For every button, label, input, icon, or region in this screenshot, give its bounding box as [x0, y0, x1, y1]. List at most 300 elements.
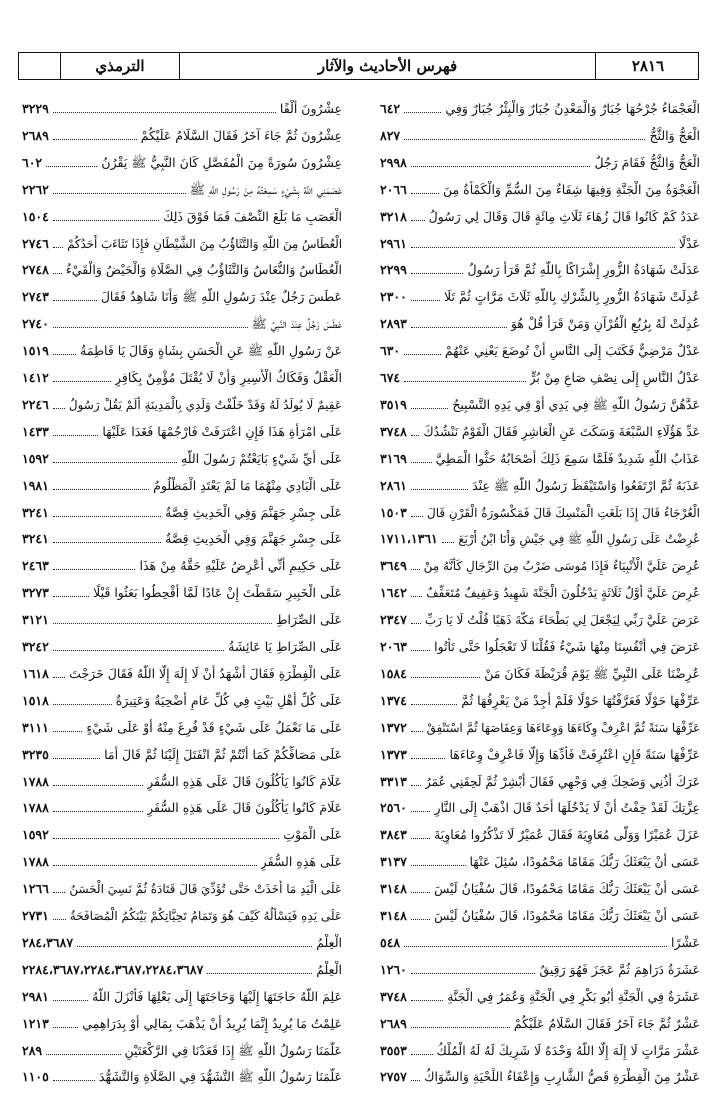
entry-reference: ٣١٣٧ — [380, 854, 407, 870]
entry-reference: ٣٧٤٨ — [380, 423, 407, 439]
entry-text: الْعَجْمَاءُ جُرْحُهَا جُبَارٌ وَالْمَعْدِنُ جُبَارٌ وَالْبِئْرُ جُبَارٌ وَفِي — [445, 101, 700, 116]
dot-leader — [411, 1080, 420, 1081]
dot-leader — [53, 462, 177, 463]
index-entry — [380, 630, 700, 656]
entry-text: عَلَى حَكِيمٍ أَنِّي أَعْرِضُ عَلَيْهِ حَقَّهُ مِنْ هَذَا — [139, 558, 342, 574]
index-entry — [22, 684, 342, 710]
entry-reference: ٢٧٥٧ — [380, 1069, 407, 1085]
entry-reference: ١٧٨٨ — [22, 854, 49, 870]
page-header — [18, 52, 699, 80]
entry-reference: ١٥١٨ — [22, 692, 49, 708]
dot-leader — [77, 946, 312, 947]
dot-leader — [53, 892, 65, 893]
entry-text: عَشْرٌ مِنَ الْفِطْرَةِ قَصُّ الشَّارِبِ وَإِعْفَاءُ اللِّحْيَةِ وَالسِّوَاكُ — [424, 1069, 700, 1085]
dot-leader — [411, 435, 420, 436]
entry-text: عَشَرَةٌ فِي الْجَنَّةِ أَبُو بَكْرٍ فِي الْجَنَّةِ وَعُمَرُ فِي الْجَنَّةِ — [447, 988, 700, 1004]
entry-reference: ١٧٨٨ — [22, 773, 49, 789]
dot-leader — [53, 354, 76, 355]
entry-reference: ٣١٤٨ — [380, 881, 407, 897]
dot-leader — [53, 704, 112, 705]
index-entry — [380, 173, 700, 199]
index-entry — [22, 711, 342, 737]
index-entry — [22, 630, 342, 656]
index-entry — [22, 1007, 342, 1033]
dot-leader — [411, 758, 446, 759]
dot-leader — [411, 327, 507, 328]
dot-leader — [53, 677, 65, 678]
index-entry — [22, 334, 342, 360]
index-entry — [380, 576, 700, 602]
entry-text: عَسَى أَنْ يَبْعَثَكَ رَبُّكَ مَقَامًا مَحْمُودًا، قَالَ سُفْيَانُ لَيْسَ — [434, 881, 700, 897]
index-entry — [380, 1060, 700, 1086]
entry-reference: ١٥٨٤ — [380, 665, 407, 681]
entry-reference: ٢٧٤٣ — [22, 289, 49, 305]
index-entry — [22, 603, 342, 629]
dot-leader — [53, 435, 98, 436]
entry-reference: ٢٣٠٠ — [380, 289, 407, 305]
index-entry — [22, 765, 342, 791]
entry-reference: ٢٩٩٨ — [380, 154, 407, 170]
entry-reference: ١١٠٥ — [22, 1069, 49, 1085]
entry-text: عَدْلٌ مَرْضِيٌّ فَكَتَبَ إِلَى النَّاسِ أَنْ تُوضَعَ يَعْنِي عَنْهُمْ — [444, 343, 700, 359]
dot-leader — [411, 273, 464, 274]
entry-reference: ٣٥١٩ — [380, 396, 407, 412]
index-entry — [22, 1060, 342, 1086]
entry-text: عَلَى الْبَادِي مِنْهُمَا مَا لَمْ يَعْتَدِ الْمَظْلُومُ — [153, 477, 342, 493]
entry-text: عَشَرَةُ دَرَاهِمَ ثُمَّ عَجَزَ فَهُوَ رَقِيقٌ — [539, 961, 700, 977]
entry-reference: ١٦٤٢ — [380, 585, 407, 601]
entry-text: عَلَى الْمَوْتِ — [283, 827, 342, 843]
dot-leader — [53, 596, 89, 597]
entry-reference: ٢٧٤٠ — [22, 316, 49, 332]
index-entry — [22, 899, 342, 925]
index-entry — [22, 549, 342, 575]
entry-text: الْعِلْمُ — [316, 934, 342, 950]
entry-text: عَصَمَنِي اللَّهُ بِشَيْءٍ سَمِعْتُهُ مِنْ رَسُولِ اللَّهِ ﷺ — [189, 181, 342, 197]
entry-reference: ١٤١٢ — [22, 370, 49, 385]
index-entry — [380, 388, 700, 414]
entry-text: الْعَصَبِ مَا بَلَغَ النِّصْفَ فَمَا فَوْقَ ذَلِكَ — [163, 208, 342, 224]
entry-text: الْعَقْلُ وَفَكَاكُ الْأَسِيرِ وَأَنْ لَا يُقْتَلَ مُؤْمِنٌ بِكَافِرٍ — [115, 370, 342, 385]
entry-reference: ١٣٧٤ — [380, 692, 407, 708]
entry-reference: ٢٨٩٣ — [380, 316, 407, 332]
index-entry — [22, 980, 342, 1006]
index-entry — [380, 146, 700, 172]
index-entry — [380, 684, 700, 710]
entry-text: عَلَى امْرَأَةِ هَذَا فَإِنِ اعْتَرَفَتْ فَارْجُمْهَا فَغَدَا عَلَيْهَا — [102, 423, 342, 439]
entry-text: عَلِمَ اللَّهُ حَاجَتَهَا إِلَيْهَا وَحَاجَتَهَا إِلَى بَعْلِهَا فَأَنْزَلَ اللَّهُ — [92, 988, 342, 1004]
entry-reference: ٦٧٤ — [380, 370, 401, 385]
dot-leader — [53, 731, 83, 732]
dot-leader — [53, 139, 137, 140]
dot-leader — [411, 1054, 433, 1055]
index-entry — [380, 522, 700, 548]
entry-text: الْعَجُّ وَالثَّجُّ فَقَامَ رَجُلٌ — [594, 154, 700, 170]
index-entry — [22, 415, 342, 441]
index-entry — [22, 845, 342, 871]
entry-text: عِشْرُونَ أَلْفًا — [279, 101, 342, 116]
entry-reference: ٢٧٣١ — [22, 908, 49, 923]
entry-text: عَلَى كُلِّ أَهْلِ بَيْتٍ فِي كُلِّ عَامٍ أُضْحِيَةٌ وَعَتِيرَةٌ — [115, 692, 342, 708]
dot-leader — [53, 1080, 95, 1081]
entry-text: عَلَى مَا نَعْمَلُ عَلَى شَيْءٍ قَدْ فُرِغَ مِنْهُ أَوْ عَلَى شَيْءٍ — [86, 719, 342, 735]
entry-reference: ١٦١٨ — [22, 665, 49, 681]
dot-leader — [411, 811, 431, 812]
dot-leader — [53, 516, 161, 517]
index-entry — [380, 469, 700, 495]
dot-leader — [404, 112, 441, 113]
entry-reference: ٢٨٩ — [22, 1042, 43, 1058]
entry-text: عُرِضَ عَلَيَّ أَوَّلُ ثَلَاثَةٍ يَدْخُلُونَ الْجَنَّةَ شَهِيدٌ وَعَفِيفٌ مُتَعَفِّفٌ — [426, 586, 700, 601]
entry-text: عَلَّمَنَا رَسُولُ اللَّهِ ﷺ التَّشَهُّدَ فِي الصَّلَاةِ وَالتَّشَهُّدَ — [98, 1069, 342, 1085]
index-entry — [22, 926, 342, 952]
entry-text: عَدَلَتْ شَهَادَةُ الزُّورِ إِشْرَاكًا بِاللَّهِ ثُمَّ قَرَأَ رَسُولُ — [467, 262, 700, 278]
entry-reference: ٢٣٤٧ — [380, 612, 407, 628]
entry-text: عَرَضَ فِي أَنْفُسِنَا مِنْهَا شَيْءٌ فَقُلْنَا لَا تَعْجَلُوا حَتَّى تَأْتُوا — [434, 639, 700, 654]
entry-reference: ١٢٦٠ — [380, 961, 407, 977]
dot-leader — [53, 327, 248, 328]
dot-leader — [411, 247, 675, 248]
dot-leader — [53, 785, 143, 786]
entry-reference: ٢٦٨٩ — [22, 127, 49, 143]
entry-reference: ٦٠٢ — [22, 154, 43, 170]
dot-leader — [53, 1027, 78, 1028]
index-entry — [380, 738, 700, 764]
entry-text: عَلَى الْيَدِ مَا أَخَذَتْ حَتَّى تُؤَدِّيَ قَالَ قَتَادَةُ ثُمَّ نَسِيَ الْحَسَنُ — [69, 882, 342, 897]
entry-reference: ١٣٧٣ — [380, 746, 407, 762]
entry-reference: ٨٢٧ — [380, 127, 401, 143]
index-entry — [22, 92, 342, 118]
entry-text: عَلَى الْخَبِيرِ سَقَطْتَ إِنْ عَادًا لَمَّا أُقْحِطُوا بَعَثُوا قَيْلًا — [93, 585, 342, 601]
dot-leader — [53, 220, 159, 221]
index-entry — [22, 496, 342, 522]
entry-reference: ٣٥٥٣ — [380, 1042, 407, 1058]
index-entry — [380, 334, 700, 360]
dot-leader — [411, 596, 422, 597]
entry-text: عُرِضْنَا عَلَى النَّبِيِّ ﷺ يَوْمَ قُرَيْظَةَ فَكَانَ مَنْ — [484, 665, 700, 681]
entry-text: عَطَسَ رَجُلٌ عِنْدَ النَّبِيِّ ﷺ — [251, 316, 342, 332]
entry-text: عَلَى الْفِطْرَةِ فَقَالَ أَشْهَدُ أَنْ لَا إِلَهَ إِلَّا اللَّهُ فَقَالَ خَرَجْتَ — [69, 665, 342, 681]
index-entry — [22, 146, 342, 172]
entry-text: الْعُطَاسُ مِنَ اللَّهِ وَالتَّثَاؤُبُ مِنَ الشَّيْطَانِ فَإِذَا تَثَاءَبَ أَحَدُكُمْ — [67, 236, 342, 251]
index-entry — [380, 818, 700, 844]
index-entry — [22, 738, 342, 764]
dot-leader — [411, 892, 430, 893]
dot-leader — [411, 1000, 443, 1001]
dot-leader — [53, 489, 149, 490]
entry-text: عَلِمْتُ مَا يُرِيدُ إِنَّمَا يُرِيدُ أَنْ يَذْهَبَ بِمَالِي أَوْ بِدَرَاهِمِي — [82, 1015, 342, 1031]
dot-leader — [411, 785, 421, 786]
index-entry — [380, 549, 700, 575]
index-entry — [22, 307, 342, 333]
index-entry — [22, 657, 342, 683]
index-entry — [380, 1034, 700, 1060]
dot-leader — [53, 193, 186, 194]
dot-leader — [404, 139, 645, 140]
entry-reference: ١٢١٣ — [22, 1015, 49, 1031]
index-entry — [22, 791, 342, 817]
dot-leader — [411, 865, 466, 866]
entry-reference: ٢٠٦٦ — [380, 181, 407, 197]
entry-text: عَدِّ هَؤُلَاءِ السَّبْعَةَ وَسَكَتَ عَنِ الْعَاشِرِ فَقَالَ الْقَوْمُ نَنْشُدُكَ — [423, 424, 700, 439]
entry-reference: ٣٢٤١ — [22, 504, 49, 520]
index-entry — [380, 657, 700, 683]
dot-leader — [404, 381, 525, 382]
entry-reference: ٢٢٦٢ — [22, 181, 49, 197]
index-entry — [22, 1034, 342, 1060]
header-empty-cell — [19, 53, 61, 79]
entry-reference: ٢٩٨١ — [22, 988, 49, 1004]
entry-text: عَلَى هَذِهِ السُّفَرِ — [260, 854, 342, 870]
index-entry — [380, 92, 700, 118]
entry-reference: ٣٦٤٩ — [380, 558, 407, 574]
dot-leader — [411, 408, 448, 409]
entry-reference: ٣٢٤٢ — [22, 639, 49, 654]
entry-text: الْعِلْمُ — [316, 961, 342, 977]
index-entry — [22, 200, 342, 226]
entry-reference: ٣٢٣٥ — [22, 746, 49, 762]
entry-text: عَذَبَهُ ثُمَّ ارْتَفَعُوا وَاسْتَيْقَظَ رَسُولُ اللَّهِ ﷺ عِنْدَ — [472, 477, 700, 493]
entry-text: عَرَكَ أُذُنِي وَضَحِكَ فِي وَجْهِي فَقَالَ أَبْشِرْ ثُمَّ لَحِقَنِي عُمَرُ — [424, 774, 700, 789]
entry-reference: ٣٢٢٩ — [22, 101, 49, 116]
entry-text: عَلَامَ كَانُوا يَأْكُلُونَ قَالَ عَلَى هَذِهِ السُّفَرِ — [147, 800, 342, 816]
right-column — [380, 92, 700, 1102]
entry-reference: ٣١٢١ — [22, 612, 49, 628]
index-entry — [380, 200, 700, 226]
entry-reference: ١٧١١،١٣٦١ — [380, 531, 438, 547]
dot-leader — [404, 946, 667, 947]
dot-leader — [53, 865, 257, 866]
dot-leader — [53, 247, 63, 248]
page-number: ٢٨١٦ — [631, 57, 665, 75]
dot-leader — [53, 919, 66, 920]
index-entry — [380, 1007, 700, 1033]
index-entry — [22, 227, 342, 253]
dot-leader — [46, 1054, 120, 1055]
index-entry — [380, 280, 700, 306]
entry-reference: ٣٧٤٨ — [380, 988, 407, 1004]
dot-leader — [411, 919, 430, 920]
entry-reference: ٢٥٦٠ — [380, 800, 407, 816]
entry-reference: ٢٢٤٦ — [22, 396, 49, 412]
entry-text: الْعَجْوَةُ مِنَ الْجَنَّةِ وَفِيهَا شِفَاءٌ مِنَ السُّمِّ وَالْكَمْأَةُ مِنَ — [442, 181, 700, 197]
entry-reference: ٥٤٨ — [380, 934, 401, 950]
entry-text: عَلَى الصِّرَاطِ يَا عَائِشَةُ — [228, 639, 342, 654]
entry-text: عُدِلَتْ شَهَادَةُ الزُّورِ بِالشِّرْكِ بِاللَّهِ ثَلَاثَ مَرَّاتٍ ثُمَّ تَلَا — [444, 289, 700, 305]
entry-text: عَلَى مَصَافِّكُمْ كَمَا أَنْتُمْ ثُمَّ انْفَتَلَ إِلَيْنَا ثُمَّ قَالَ أَمَا — [104, 746, 342, 762]
entry-text: عَسَى أَنْ يَبْعَثَكَ رَبُّكَ مَقَامًا مَحْمُودًا، سُئِلَ عَنْهَا — [469, 854, 700, 870]
dot-leader — [411, 166, 591, 167]
entry-reference: ٣٣١٣ — [380, 773, 407, 789]
entry-reference: ١٥٠٣ — [380, 504, 407, 520]
entry-text: عَلَامَ كَانُوا يَأْكُلُونَ قَالَ عَلَى هَذِهِ السُّفَرِ — [147, 773, 342, 789]
dot-leader — [411, 973, 536, 974]
dot-leader — [411, 650, 430, 651]
entry-text: الْعَجُّ وَالثَّجُّ — [649, 127, 700, 143]
entry-text: عَرَضَ عَلَيَّ رَبِّي لِيَجْعَلَ لِي بَطْحَاءَ مَكَّةَ ذَهَبًا قُلْتُ لَا يَا رَبِّ — [424, 613, 700, 628]
dot-leader — [411, 623, 421, 624]
entry-text: عُرِضْتُ عَلَى رَسُولِ اللَّهِ ﷺ فِي جَيْشٍ وَأَنَا ابْنُ أَرْبَعَ — [458, 532, 700, 547]
entry-text: عَطَسَ رَجُلٌ عِنْدَ رَسُولِ اللَّهِ ﷺ وَأَنَا شَاهِدٌ فَقَالَ — [100, 289, 342, 305]
entry-reference: ٢٨٦١ — [380, 477, 407, 493]
dot-leader — [411, 677, 480, 678]
entry-text: عَشْرٌ ثُمَّ جَاءَ آخَرُ فَقَالَ السَّلَامُ عَلَيْكُمْ — [513, 1015, 700, 1031]
index-entry — [380, 899, 700, 925]
dot-leader — [404, 354, 441, 355]
dot-leader — [411, 516, 423, 517]
dot-leader — [53, 381, 111, 382]
index-entry — [380, 765, 700, 791]
dot-leader — [53, 542, 161, 543]
index-entry — [380, 253, 700, 279]
left-column — [22, 92, 342, 1102]
entry-reference: ٦٤٢ — [380, 101, 401, 116]
entry-text: عُرِضَ عَلَيَّ الْأَنْبِيَاءُ فَإِذَا مُوسَى ضَرْبٌ مِنَ الرِّجَالِ كَأَنَّهُ مِنْ — [423, 559, 700, 574]
entry-reference: ٣٢٤١ — [22, 531, 49, 547]
index-entry — [380, 872, 700, 898]
entry-text: عَلَى جِسْرِ جَهَنَّمَ وَفِي الْحَدِيثِ قِصَّةٌ — [165, 504, 342, 520]
dot-leader — [411, 569, 420, 570]
index-entry — [380, 926, 700, 952]
dot-leader — [411, 220, 425, 221]
entry-reference: ١٢٦٦ — [22, 881, 49, 897]
entry-reference: ١٩٨١ — [22, 477, 49, 493]
dot-leader — [53, 569, 136, 570]
dot-leader — [411, 462, 432, 463]
dot-leader — [53, 300, 97, 301]
dot-leader — [411, 704, 457, 705]
entry-text: عَدْلُ النَّاسِ إِلَى نِصْفِ صَاعٍ مِنْ بُرٍّ — [529, 370, 700, 385]
entry-text: عَدْلًا — [678, 235, 700, 251]
entry-reference: ٣٢٧٣ — [22, 585, 49, 601]
dot-leader — [411, 193, 439, 194]
index-entry — [380, 791, 700, 817]
index-entry — [22, 469, 342, 495]
entry-reference: ٢٦٨٩ — [380, 1015, 407, 1031]
entry-text: عَدَدٌ كَمْ كَانُوا قَالَ زُهَاءَ ثَلَاثِ مِائَةٍ قَالَ وَقَالَ لِي رَسُولُ — [428, 208, 700, 224]
index-entry — [22, 253, 342, 279]
entry-text: عَقِيمٌ لَا يُولَدُ لَهُ وَقَدْ خَلَّفْتُ وَلَدِي بِالْمَدِينَةِ أَلَمْ يَقُلْ رَسُولُ — [68, 397, 342, 412]
dot-leader — [53, 838, 279, 839]
entry-reference: ٢٧٤٨ — [22, 262, 49, 278]
entry-reference: ٢٧٤٦ — [22, 235, 49, 251]
entry-reference: ١٥٩٢ — [22, 827, 49, 843]
index-entry — [380, 496, 700, 522]
dot-leader — [411, 300, 440, 301]
entry-text: عَزَلَ عُمَيْرًا وَوَلَّى مُعَاوِيَةَ فَقَالَ عُمَيْرٌ لَا تَذْكُرُوا مُعَاوِيَةَ — [434, 827, 700, 843]
dot-leader — [53, 1000, 88, 1001]
entry-reference: ٢٢٩٩ — [380, 262, 407, 278]
index-entry — [380, 845, 700, 871]
dot-leader — [411, 731, 423, 732]
entry-reference: ٣١٤٨ — [380, 908, 407, 923]
entry-reference: ٢٨٤،٣٦٨٧ — [22, 934, 74, 950]
index-entry — [380, 307, 700, 333]
index-entry — [22, 818, 342, 844]
entry-reference: ٢٤٦٣ — [22, 558, 49, 574]
entry-reference: ١٤٣٣ — [22, 423, 49, 439]
header-author: الترمذي — [95, 57, 145, 75]
dot-leader — [53, 650, 224, 651]
index-entry — [22, 361, 342, 387]
dot-leader — [53, 811, 143, 812]
entry-text: عَرِّفْهَا سَنَةً ثُمَّ اعْرِفْ وِكَاءَهَا وَوِعَاءَهَا وَعِفَاصَهَا ثُمَّ اسْتَنْفِقْ — [426, 720, 700, 735]
entry-text: عَنْ رَسُولِ اللَّهِ ﷺ عَنِ الْحَسَنِ بِشَاةٍ وَقَالَ يَا فَاطِمَةُ — [80, 343, 342, 359]
index-entry — [380, 119, 700, 145]
header-title: فهرس الأحاديث والآثار — [179, 53, 596, 79]
dot-leader — [53, 273, 62, 274]
entry-reference: ١٥١٩ — [22, 343, 49, 359]
index-entry — [380, 980, 700, 1006]
dot-leader — [53, 408, 65, 409]
entry-text: عَرِّفْهَا حَوْلًا فَعَرَّفْتُهَا حَوْلًا فَلَمْ أَجِدْ مَنْ يَعْرِفُهَا ثُمَّ — [461, 692, 700, 708]
entry-reference: ١٥٩٢ — [22, 450, 49, 466]
index-entry — [380, 415, 700, 441]
index-entry — [380, 711, 700, 737]
entry-text: عَلَى جِسْرِ جَهَنَّمَ وَفِي الْحَدِيثِ قِصَّةٌ — [165, 531, 342, 547]
entry-reference: ١٧٨٨ — [22, 800, 49, 816]
index-entry — [22, 280, 342, 306]
dot-leader — [411, 1027, 510, 1028]
entry-text: عَلَى الصِّرَاطِ — [275, 612, 342, 628]
entry-text: الْعُرْجَاءُ قَالَ إِذَا بَلَغَتِ الْمَنْسِكَ قَالَ فَمَكْسُورَةُ الْقَرْنِ قَالَ — [426, 505, 700, 520]
entry-text: عَلَى يَدِهِ فَيَسْأَلُهُ كَيْفَ هُوَ وَتَمَامُ تَحِيَّاتِكُمْ بَيْنَكُمُ الْمُصَافَحَةُ — [69, 909, 342, 923]
entry-reference: ٣١٦٩ — [380, 450, 407, 466]
entry-text: عُدِلَتْ لَهُ بِرُبُعِ الْقُرْآنِ وَمَنْ قَرَأَ قُلْ هُوَ — [510, 316, 700, 332]
entry-reference: ٢٩٦١ — [380, 235, 407, 251]
index-entry — [22, 119, 342, 145]
dot-leader — [411, 838, 430, 839]
index-entry — [380, 442, 700, 468]
entry-reference: ٣١١١ — [22, 719, 49, 735]
entry-text: عَشْرًا — [671, 934, 700, 950]
dot-leader — [46, 166, 97, 167]
entry-text: عَذَابُ اللَّهِ شَدِيدٌ فَلَمَّا سَمِعَ ذَلِكَ أَصْحَابُهُ حَثُّوا الْمَطِيَّ — [435, 450, 700, 466]
dot-leader — [442, 542, 455, 543]
entry-reference: ١٥٠٤ — [22, 208, 49, 224]
index-entry — [22, 872, 342, 898]
index-entry — [380, 361, 700, 387]
entry-text: عَدَّهُنَّ رَسُولُ اللَّهِ ﷺ فِي يَدِي أَوْ فِي يَدِهِ التَّسْبِيحُ — [452, 396, 700, 412]
index-entry — [22, 576, 342, 602]
index-entry — [22, 173, 342, 199]
dot-leader — [411, 489, 468, 490]
dot-leader — [53, 112, 276, 113]
dot-leader — [53, 758, 100, 759]
entry-text: عَشْرَ مَرَّاتٍ لَا إِلَهَ إِلَّا اللَّهُ وَحْدَهُ لَا شَرِيكَ لَهُ لَهُ الْمُلْكُ — [436, 1042, 700, 1058]
entry-text: الْعُطَاسُ وَالنُّعَاسُ وَالتَّثَاؤُبُ فِي الصَّلَاةِ وَالْحَيْضُ وَالْقَيْءُ — [65, 262, 342, 278]
entry-reference: ٣٢١٨ — [380, 208, 407, 224]
entry-reference: ٦٣٠ — [380, 343, 401, 359]
dot-leader — [207, 973, 312, 974]
entry-reference: ٢٠٦٣ — [380, 639, 407, 654]
index-entry — [22, 953, 342, 979]
entry-text: عَرِّفْهَا سَنَةً فَإِنِ اعْتُرِفَتْ فَأَدِّهَا وَإِلَّا فَاعْرِفْ وِعَاءَهَا — [449, 746, 700, 762]
entry-text: عِشْرُونَ ثُمَّ جَاءَ آخَرُ فَقَالَ السَّلَامُ عَلَيْكُمْ — [140, 127, 342, 143]
entry-text: عِزَّتِكَ لَقَدْ خِفْتُ أَنْ لَا يَدْخُلَهَا أَحَدٌ قَالَ اذْهَبْ إِلَى النَّارِ — [434, 800, 700, 816]
entry-text: عِشْرُونَ سُورَةً مِنَ الْمُفَصَّلِ كَانَ النَّبِيُّ ﷺ يَقْرُنُ — [101, 154, 342, 170]
entry-text: عَلَى أَيِّ شَيْءٍ بَايَعْتُمْ رَسُولَ اللَّهِ — [181, 450, 342, 466]
index-entry — [22, 388, 342, 414]
entry-reference: ١٣٧٢ — [380, 719, 407, 735]
index-entry — [380, 227, 700, 253]
entry-reference: ٣٨٤٣ — [380, 827, 407, 843]
entry-text: عَلَّمَنَا رَسُولُ اللَّهِ ﷺ إِذَا قَعَدْنَا فِي الرَّكْعَتَيْنِ — [124, 1042, 342, 1058]
index-entry — [22, 442, 342, 468]
entry-text: عَسَى أَنْ يَبْعَثَكَ رَبُّكَ مَقَامًا مَحْمُودًا، قَالَ سُفْيَانُ لَيْسَ — [434, 908, 700, 923]
index-entry — [380, 603, 700, 629]
index-entry — [22, 522, 342, 548]
